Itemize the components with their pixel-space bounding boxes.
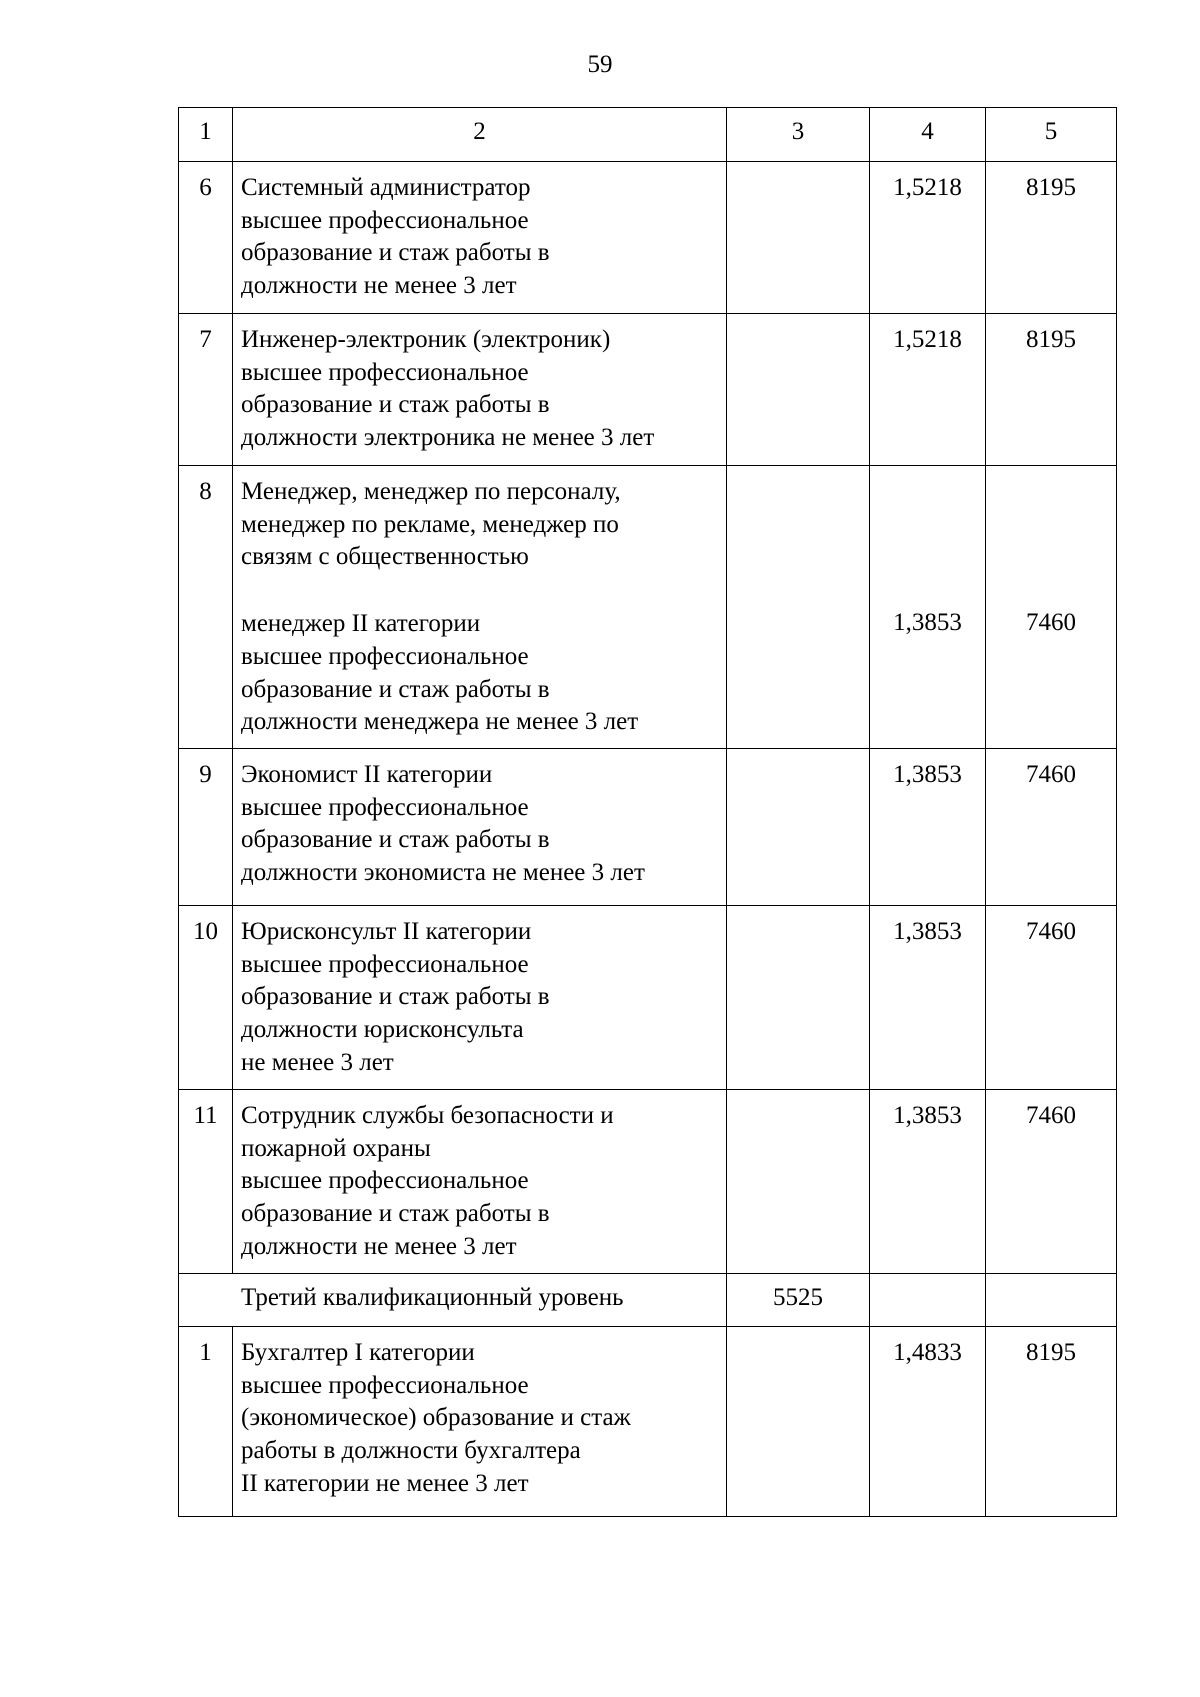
salary-cell: 8195 [986,314,1117,466]
coefficient-cell: 1,5218 [870,314,986,466]
header-cell: 3 [727,108,870,162]
page-number: 59 [587,51,613,78]
header-cell: 4 [870,108,986,162]
description-line: образование и стаж работы в [241,826,550,854]
description-line: менеджер II категории [241,610,481,638]
coefficient-cell: 1,5218 [870,162,986,314]
description-line: образование и стаж работы в [241,983,550,1011]
row-number: 8 [179,466,233,749]
salary-cell: 8195 [986,1327,1117,1517]
description-line: должности менеджера не менее 3 лет [241,708,639,736]
empty-cell [986,1274,1117,1327]
description-line: должности экономиста не менее 3 лет [241,859,645,887]
salary-cell: 8195 [986,162,1117,314]
qualification-table [178,107,1117,1517]
position-description [233,314,727,466]
base-salary-cell [727,314,870,466]
spacer [241,574,718,608]
description-line: II категории не менее 3 лет [241,1469,529,1497]
qualification-level-base-salary: 5525 [727,1274,870,1327]
row-number: 1 [179,1327,233,1517]
description-line: (экономическое) образование и стаж [241,1404,631,1432]
description-line: высшее профессиональное [241,950,529,978]
description-line: менеджер по рекламе, менеджер по [241,510,619,538]
spacer [994,476,1108,607]
qualification-level-row [179,1274,1117,1327]
base-salary-cell [727,749,870,906]
coefficient-cell [870,466,986,749]
description-line: образование и стаж работы в [241,239,550,267]
empty-cell [870,1274,986,1327]
position-description [233,1327,727,1517]
salary-cell: 7460 [986,1090,1117,1274]
description-line: Менеджер, менеджер по персоналу, [241,478,621,505]
description-line: Бухгалтер I категории [241,1339,475,1366]
description-line: Юрисконсульт II категории [241,918,532,945]
position-description [233,749,727,906]
table-row [179,314,1117,466]
base-salary-cell [727,1327,870,1517]
row-number: 11 [179,1090,233,1274]
table-row [179,162,1117,314]
position-description [233,1090,727,1274]
description-line: образование и стаж работы в [241,675,550,703]
description-line: должности электроника не менее 3 лет [241,424,655,452]
header-cell: 2 [233,108,727,162]
base-salary-cell [727,1090,870,1274]
description-line: Инженер-электроник (электроник) [241,326,611,353]
description-line: высшее профессиональное [241,206,529,234]
description-line: должности юрисконсульта [241,1016,524,1044]
description-line: работы в должности бухгалтера [241,1437,581,1465]
position-description [233,466,727,749]
description-line: высшее профессиональное [241,1167,529,1195]
qualification-level-text: Третий квалификационный уровень [241,1284,624,1311]
base-salary-cell [727,162,870,314]
coefficient-cell: 1,4833 [870,1327,986,1517]
salary-value: 7460 [1026,609,1076,636]
table-row [179,1090,1117,1274]
description-line: высшее профессиональное [241,1371,529,1399]
row-number: 6 [179,162,233,314]
description-line: должности не менее 3 лет [241,1232,517,1260]
row-number: 9 [179,749,233,906]
description-line: высшее профессиональное [241,642,529,670]
coefficient-value: 1,3853 [893,609,962,636]
header-cell: 5 [986,108,1117,162]
description-line: высшее профессиональное [241,358,529,386]
description-line: образование и стаж работы в [241,391,550,419]
salary-cell [986,466,1117,749]
description-line: должности не менее 3 лет [241,272,517,300]
description-line: Системный администратор [241,174,531,201]
description-line: пожарной охраны [241,1134,431,1162]
description-line: связям с общественностью [241,543,529,571]
spacer [878,476,977,607]
header-cell: 1 [179,108,233,162]
description-line: Экономист II категории [241,761,493,788]
salary-cell: 7460 [986,749,1117,906]
table-header-row [179,108,1117,162]
table-row [179,466,1117,749]
row-number: 10 [179,906,233,1090]
coefficient-cell: 1,3853 [870,1090,986,1274]
base-salary-cell [727,466,870,749]
row-number: 7 [179,314,233,466]
table-row [179,906,1117,1090]
coefficient-cell: 1,3853 [870,749,986,906]
description-line: Сотрудник службы безопасности и [241,1102,614,1129]
qualification-level-label [179,1274,727,1327]
coefficient-cell: 1,3853 [870,906,986,1090]
table-row [179,749,1117,906]
table-row [179,1327,1117,1517]
salary-cell: 7460 [986,906,1117,1090]
base-salary-cell [727,906,870,1090]
description-line: образование и стаж работы в [241,1200,550,1228]
description-line: высшее профессиональное [241,793,529,821]
description-line: не менее 3 лет [241,1048,394,1076]
position-description [233,162,727,314]
position-description [233,906,727,1090]
